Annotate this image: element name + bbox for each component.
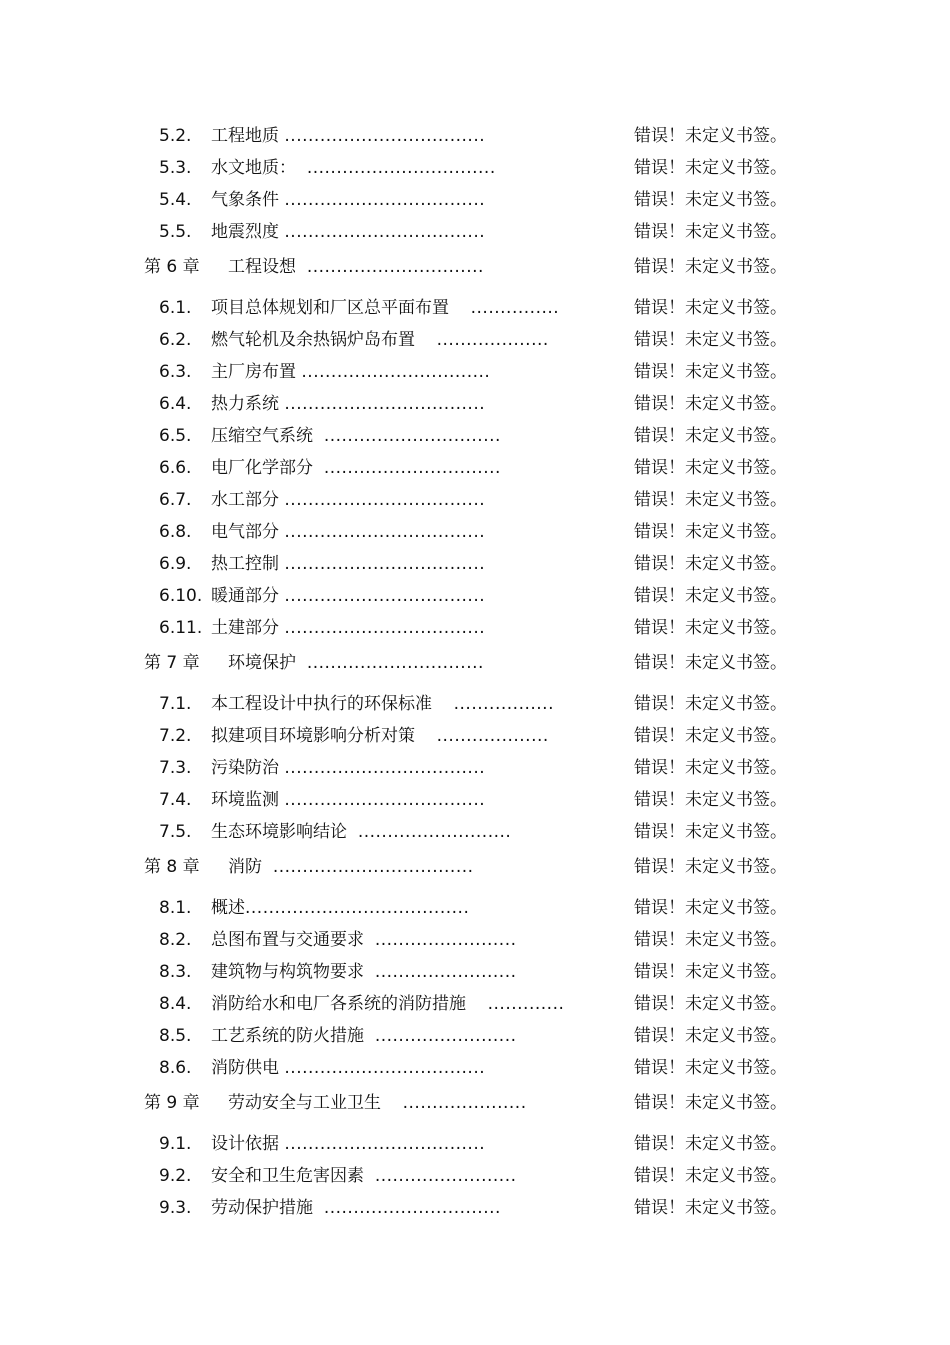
toc-entry-title (211, 1196, 501, 1220)
toc-entry-number: 8.6. (159, 1058, 192, 1078)
toc-entry-page-ref: 错误！未定义书签。 (634, 1093, 787, 1113)
toc-entry-title (211, 124, 485, 148)
toc-entry-title (211, 392, 485, 416)
toc-entry-title (211, 328, 549, 352)
toc-entry-number: 8.4. (159, 994, 192, 1014)
toc-entry-number: 7.1. (159, 694, 192, 714)
toc-entry-title-text: 消防给水和电厂各系统的消防措施 (211, 994, 466, 1014)
toc-entry-number: 6.3. (159, 362, 192, 382)
toc-entry-gap (347, 822, 358, 842)
toc-section-entry[interactable] (0, 960, 950, 984)
toc-entry-page-ref: 错误！未定义书签。 (634, 586, 787, 606)
toc-entry-number: 6.2. (159, 330, 192, 350)
toc-section-entry[interactable] (0, 724, 950, 748)
toc-section-entry[interactable] (0, 928, 950, 952)
toc-entry-title-text: 工程设想 (228, 257, 296, 277)
toc-entry-number: 5.2. (159, 126, 192, 146)
toc-entry-page-ref: 错误！未定义书签。 (634, 790, 787, 810)
toc-section-entry[interactable] (0, 520, 950, 544)
toc-entry-page-ref: 错误！未定义书签。 (634, 1198, 787, 1218)
toc-entry-number: 8.5. (159, 1026, 192, 1046)
toc-chapter-entry[interactable] (0, 255, 950, 279)
toc-entry-number: 6.7. (159, 490, 192, 510)
toc-entry-page-ref: 错误！未定义书签。 (634, 694, 787, 714)
toc-dot-leader: .................................. (284, 190, 486, 210)
toc-entry-number: 9.3. (159, 1198, 192, 1218)
toc-section-entry[interactable] (0, 896, 950, 920)
toc-entry-title (211, 156, 496, 180)
toc-entry-gap (364, 930, 375, 950)
toc-entry-number: 第 7 章 (144, 653, 200, 673)
toc-entry-title (211, 960, 517, 984)
toc-chapter-entry[interactable] (0, 855, 950, 879)
toc-entry-gap (313, 458, 324, 478)
toc-entry-number: 5.3. (159, 158, 192, 178)
toc-entry-page-ref: 错误！未定义书签。 (634, 930, 787, 950)
toc-entry-title-text: 压缩空气系统 (211, 426, 313, 446)
toc-section-entry[interactable] (0, 1056, 950, 1080)
toc-dot-leader: ........................ (374, 930, 517, 950)
toc-dot-leader: ................................ (301, 362, 491, 382)
toc-entry-title-text: 环境保护 (228, 653, 296, 673)
toc-section-entry[interactable] (0, 220, 950, 244)
toc-section-entry[interactable] (0, 992, 950, 1016)
toc-dot-leader: .............................. (323, 458, 501, 478)
toc-entry-title-text: 热工控制 (211, 554, 279, 574)
toc-section-entry[interactable] (0, 1024, 950, 1048)
toc-chapter-entry[interactable] (0, 651, 950, 675)
toc-dot-leader: ........................ (374, 962, 517, 982)
toc-entry-title-text: 消防供电 (211, 1058, 279, 1078)
toc-entry-page-ref: 错误！未定义书签。 (634, 190, 787, 210)
toc-entry-page-ref: 错误！未定义书签。 (634, 1058, 787, 1078)
toc-entry-gap (449, 298, 471, 318)
toc-entry-number: 5.5. (159, 222, 192, 242)
toc-section-entry[interactable] (0, 1196, 950, 1220)
toc-entry-title-text: 暖通部分 (211, 586, 279, 606)
toc-entry-gap (262, 857, 273, 877)
toc-entry-number: 6.11. (159, 618, 203, 638)
toc-dot-leader: .................................. (284, 586, 486, 606)
toc-dot-leader: .............................. (323, 426, 501, 446)
toc-dot-leader: .................................. (284, 618, 486, 638)
toc-entry-title (211, 896, 469, 920)
toc-entry-title-text: 劳动安全与工业卫生 (228, 1093, 381, 1113)
toc-entry-number: 6.9. (159, 554, 192, 574)
toc-entry-title-text: 安全和卫生危害因素 (211, 1166, 364, 1186)
toc-entry-number: 8.2. (159, 930, 192, 950)
toc-section-entry[interactable] (0, 1132, 950, 1156)
toc-entry-title-text: 拟建项目环境影响分析对策 (211, 726, 415, 746)
toc-entry-title (228, 651, 484, 675)
toc-chapter-entry[interactable] (0, 1091, 950, 1115)
toc-entry-page-ref: 错误！未定义书签。 (634, 618, 787, 638)
toc-entry-title-text: 生态环境影响结论 (211, 822, 347, 842)
toc-entry-page-ref: 错误！未定义书签。 (634, 653, 787, 673)
toc-entry-page-ref: 错误！未定义书签。 (634, 1166, 787, 1186)
toc-section-entry[interactable] (0, 552, 950, 576)
toc-entry-number: 8.1. (159, 898, 192, 918)
toc-entry-title (211, 520, 485, 544)
toc-entry-title (211, 1164, 517, 1188)
toc-dot-leader: ................... (436, 726, 549, 746)
toc-entry-title (228, 1091, 527, 1115)
toc-entry-title (211, 692, 554, 716)
toc-entry-title-text: 气象条件 (211, 190, 279, 210)
toc-entry-page-ref: 错误！未定义书签。 (634, 1134, 787, 1154)
toc-entry-title (211, 788, 485, 812)
toc-dot-leader: .......................... (357, 822, 512, 842)
toc-entry-title-text: 地震烈度 (211, 222, 279, 242)
toc-entry-number: 6.6. (159, 458, 192, 478)
toc-section-entry[interactable] (0, 788, 950, 812)
toc-entry-page-ref: 错误！未定义书签。 (634, 330, 787, 350)
toc-entry-page-ref: 错误！未定义书签。 (634, 1026, 787, 1046)
toc-entry-title-text: 燃气轮机及余热锅炉岛布置 (211, 330, 415, 350)
toc-entry-number: 6.8. (159, 522, 192, 542)
toc-entry-title (211, 724, 549, 748)
toc-entry-title-text: 污染防治 (211, 758, 279, 778)
toc-section-entry[interactable] (0, 1164, 950, 1188)
toc-entry-title-text: 热力系统 (211, 394, 279, 414)
toc-section-entry[interactable] (0, 124, 950, 148)
toc-entry-title-text: 水工部分 (211, 490, 279, 510)
toc-section-entry[interactable] (0, 456, 950, 480)
toc-entry-gap (296, 257, 307, 277)
toc-entry-number: 6.4. (159, 394, 192, 414)
toc-entry-page-ref: 错误！未定义书签。 (634, 222, 787, 242)
toc-entry-title-text: 劳动保护措施 (211, 1198, 313, 1218)
toc-entry-title (211, 928, 517, 952)
toc-entry-page-ref: 错误！未定义书签。 (634, 857, 787, 877)
toc-entry-gap (313, 1198, 324, 1218)
toc-entry-number: 第 8 章 (144, 857, 200, 877)
toc-dot-leader: .............................. (323, 1198, 501, 1218)
toc-dot-leader: ................. (453, 694, 554, 714)
toc-entry-page-ref: 错误！未定义书签。 (634, 362, 787, 382)
toc-entry-gap (296, 653, 307, 673)
toc-entry-title (211, 488, 485, 512)
toc-dot-leader: .............................. (306, 653, 484, 673)
toc-entry-page-ref: 错误！未定义书签。 (634, 426, 787, 446)
toc-dot-leader: .................................. (284, 222, 486, 242)
toc-section-entry[interactable] (0, 296, 950, 320)
toc-entry-title-text: 设计依据 (211, 1134, 279, 1154)
toc-section-entry[interactable] (0, 488, 950, 512)
toc-entry-number: 6.1. (159, 298, 192, 318)
toc-entry-page-ref: 错误！未定义书签。 (634, 554, 787, 574)
toc-dot-leader: .................................. (284, 394, 486, 414)
toc-entry-title (211, 756, 485, 780)
toc-entry-title-text: 土建部分 (211, 618, 279, 638)
toc-entry-page-ref: 错误！未定义书签。 (634, 490, 787, 510)
toc-entry-title (211, 1024, 517, 1048)
toc-entry-title-text: 工艺系统的防火措施 (211, 1026, 364, 1046)
toc-entry-title (211, 820, 511, 844)
toc-entry-title-text: 环境监测 (211, 790, 279, 810)
toc-entry-page-ref: 错误！未定义书签。 (634, 458, 787, 478)
toc-entry-title-text: 水文地质： (211, 158, 296, 178)
toc-entry-page-ref: 错误！未定义书签。 (634, 257, 787, 277)
toc-entry-gap (415, 726, 437, 746)
toc-section-entry[interactable] (0, 584, 950, 608)
toc-entry-title (211, 584, 485, 608)
toc-entry-gap (432, 694, 454, 714)
toc-entry-gap (381, 1093, 403, 1113)
toc-entry-title-text: 电厂化学部分 (211, 458, 313, 478)
toc-dot-leader: ................... (436, 330, 549, 350)
toc-section-entry[interactable] (0, 360, 950, 384)
toc-section-entry[interactable] (0, 392, 950, 416)
toc-entry-gap (415, 330, 437, 350)
toc-entry-page-ref: 错误！未定义书签。 (634, 898, 787, 918)
toc-dot-leader: .................................. (284, 490, 486, 510)
toc-dot-leader: ........................ (374, 1026, 517, 1046)
toc-dot-leader: .................................. (284, 522, 486, 542)
toc-entry-number: 7.4. (159, 790, 192, 810)
toc-entry-title (211, 616, 485, 640)
toc-entry-gap (313, 426, 324, 446)
toc-dot-leader: .................................. (284, 1134, 486, 1154)
toc-entry-gap (296, 158, 307, 178)
toc-entry-title (211, 424, 501, 448)
toc-entry-title-text: 工程地质 (211, 126, 279, 146)
toc-dot-leader: .................................. (284, 554, 486, 574)
toc-entry-title-text: 建筑物与构筑物要求 (211, 962, 364, 982)
toc-entry-number: 7.3. (159, 758, 192, 778)
toc-dot-leader: ............... (470, 298, 560, 318)
toc-section-entry[interactable] (0, 616, 950, 640)
toc-entry-title-text: 项目总体规划和厂区总平面布置 (211, 298, 449, 318)
toc-entry-page-ref: 错误！未定义书签。 (634, 394, 787, 414)
toc-entry-number: 9.2. (159, 1166, 192, 1186)
toc-entry-title-text: 主厂房布置 (211, 362, 296, 382)
toc-dot-leader: ................................ (306, 158, 496, 178)
toc-entry-number: 7.2. (159, 726, 192, 746)
toc-entry-number: 第 6 章 (144, 257, 200, 277)
toc-dot-leader: .............................. (306, 257, 484, 277)
toc-section-entry[interactable] (0, 692, 950, 716)
toc-dot-leader: .................................. (272, 857, 474, 877)
toc-entry-gap (466, 994, 488, 1014)
toc-entry-page-ref: 错误！未定义书签。 (634, 822, 787, 842)
toc-dot-leader: ............. (487, 994, 565, 1014)
toc-entry-title (211, 1056, 485, 1080)
toc-entry-title (211, 296, 559, 320)
toc-entry-page-ref: 错误！未定义书签。 (634, 994, 787, 1014)
toc-dot-leader: ........................ (374, 1166, 517, 1186)
toc-section-entry[interactable] (0, 328, 950, 352)
toc-entry-title-text: 消防 (228, 857, 262, 877)
toc-entry-page-ref: 错误！未定义书签。 (634, 126, 787, 146)
toc-entry-number: 6.10. (159, 586, 203, 606)
toc-dot-leader: ..................... (402, 1093, 527, 1113)
toc-dot-leader: .................................. (284, 758, 486, 778)
toc-section-entry[interactable] (0, 424, 950, 448)
toc-entry-title-text: 电气部分 (211, 522, 279, 542)
toc-entry-page-ref: 错误！未定义书签。 (634, 522, 787, 542)
toc-entry-gap (364, 962, 375, 982)
toc-dot-leader: .................................. (284, 126, 486, 146)
toc-entry-page-ref: 错误！未定义书签。 (634, 758, 787, 778)
toc-entry-page-ref: 错误！未定义书签。 (634, 298, 787, 318)
toc-section-entry[interactable] (0, 756, 950, 780)
toc-entry-title (211, 360, 490, 384)
toc-entry-gap (364, 1026, 375, 1046)
toc-dot-leader: .................................. (284, 1058, 486, 1078)
toc-entry-title (228, 255, 484, 279)
toc-entry-title (211, 1132, 485, 1156)
toc-entry-number: 5.4. (159, 190, 192, 210)
toc-entry-title-text: 本工程设计中执行的环保标准 (211, 694, 432, 714)
toc-entry-page-ref: 错误！未定义书签。 (634, 726, 787, 746)
toc-entry-title (211, 456, 501, 480)
toc-entry-title-text: 总图布置与交通要求 (211, 930, 364, 950)
toc-entry-title (211, 188, 485, 212)
toc-entry-number: 9.1. (159, 1134, 192, 1154)
toc-entry-title (228, 855, 474, 879)
toc-entry-page-ref: 错误！未定义书签。 (634, 158, 787, 178)
toc-entry-title (211, 220, 485, 244)
toc-dot-leader: .................................. (284, 790, 486, 810)
toc-section-entry[interactable] (0, 188, 950, 212)
toc-entry-gap (364, 1166, 375, 1186)
toc-entry-title (211, 992, 564, 1016)
toc-dot-leader: ...................................... (245, 898, 470, 918)
toc-entry-number: 7.5. (159, 822, 192, 842)
toc-entry-title-text: 概述 (211, 898, 245, 918)
toc-entry-number: 8.3. (159, 962, 192, 982)
toc-entry-page-ref: 错误！未定义书签。 (634, 962, 787, 982)
toc-entry-number: 6.5. (159, 426, 192, 446)
toc-section-entry[interactable] (0, 820, 950, 844)
toc-entry-title (211, 552, 485, 576)
toc-entry-number: 第 9 章 (144, 1093, 200, 1113)
toc-section-entry[interactable] (0, 156, 950, 180)
